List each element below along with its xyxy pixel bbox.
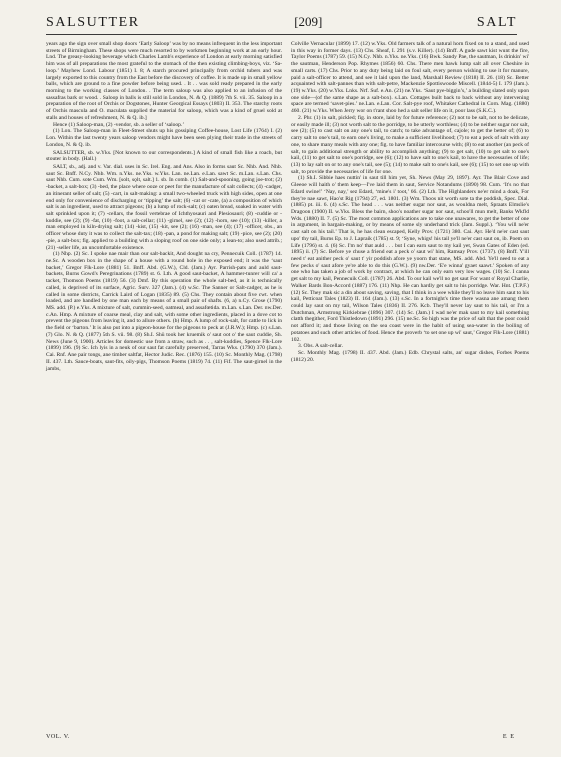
left-column [46,41,282,372]
signature-mark: E E [502,733,515,740]
header-right-word: SALT [476,15,517,30]
right-paragraph: 3. Obs. A salt-cellar. [298,343,343,350]
left-paragraph: (1) Nhp. (2) Sc. I spoke nae mair than our salt-backit, And dought na cry, Pennecuik Coll. (1787) 14. ne.Sc. A wooden box in the shape of a house with a round hole in the exposed end; it was the ‘saut backet,’ Gregor Flk-Lore (1881) 51. Bnff. Abd. (G.W.), Cld. (Jam.) Ayr. Parrish-pats and auld saut-backets, Burns Gowd's Peregrinations (1789) st. 6. Lth. A good saut-backet, A hammer-tunrer will ca' a tacket, Thomson Poems (1819) 56. (3) Dmf. By this operation the whole salt-bed, as it is technically called, is deprived of its surface, Agric. Surv. 327 (Jam.). (4) w.Sc. The Sanner or Salt-cadger, as he is called in some districts, Carrick Laird of Logan (1835) 89. (5) Chs. They contain about five cwt. when loaded, and are handled by one man each by means of a small pair of shafts. (6, a) n.Cy. Grose (1790) MS. add. (P.) e.Yks. A mixture of salt, cummin-seed, oatmeal, and assafœtida. m.Lan. s.Lan. Der. nw.Der. c.An. Hmp. A mixture of coarse meal, clay and salt, with some other ingredients, placed in a dove cot to prevent the pigeons from leaving it, and to allure others. (b) Hmp. A lump of rock-salt, for cattle to lick in the field or ‘barton.’ It is also put into a pigeon-house for the pigeons to peck at (J.R.W.); Hmp. (c) s.Lan. (7) Glo. N. & Q. (1877) 5th S. vii. 98. (8) Sh.I. Shü took her kruemik o' saut oot o' the saut cuddie, Sh. News (June 9, 1900). Articles for domestic use from a straw, such as . . , salt-kuddies, Spence Flk-Lore (1899) 196. (9) Sc. Ich lyis in a neuk of our saut fat carefully preserved, Tarras Wks. (1790) 370 (Jam.). Cai. Rnf. Ane pair tongs, ane timber saltfat, Hector Judic. Rec. (1876) 155. (10) Sc. Monthly Mag. (1798) II. 437. Lth. Sauce-boats, saut-fits, oily-pigs, Thomson Poems (1819) 74. (11) Fif. The saut-girnel in the jambs, [46,251,282,372]
right-paragraph: Colville Vernacular (1899) 17. (12) w.Yks. Old farmers talk of a natural horn fixed on to a stand, and used in this way in former days. (13) Chs. Sheaf, I. 291 (s.v. Killer). (14) Bnff. A gude sawt kist wunt the fire, Taylor Poems (1787) 59. (15) N.Cy. Nhb. n.Yks. ne.Yks. (16) Bwk. Sandy Pae, the sautman, Is drinkin' wi' the sautman, Henderson Pop. Rhymes (1856) 60. Chs. There men hawk lump salt all over Cheshire in small carts. (17) Chs. Prior to any duty being laid on foul salt, every person wishing to use it for manure, paid a salt-officer to attend, and see it laid upon the land, Marshall Review (1818) II. 26. (18) Sc. Better acquainted with salt-pannes than with salt-petre, Mackenzie Spottiswoode Miscell. (1844-5) I. 179 (Jam.). (19) w.Yks. (20) w.Yks. Lnks. Nrf. Suf. e.An. (21) ne.Yks. ‘Saut pye-biggin’s,’ a building slated only upon one side—(of the same shape as a salt-box). s.Lan. Cottages built back to back without any intervening space are termed ‘savet-pies.’ ne.Lan. e.Lan. Cor. Salt-pye roof, Whitaker Cathedral in Corn. Mag. (1880) 460. (21) w.Yks. When Jerry wor on t'rant shoo hed a salt seller life on it, poor lass (S.K.C.). [291,41,529,115]
right-paragraph: (1) Sh.I. Sibbie haes nuttin' in saut till him yet, Sh. News (May 29, 1897). Ayr. The Blair Cove and Gleeoe will haith o' them keep—I've laid them in saut, Service Notandums (1890) 98. Cum. ‘It's no that Edard swine!’ ‘Nay, nay,’ sez Edard, ‘mine's i' toot,’ 66. (2) Lth. The Highlanders ne'er mind a doak, For they're nae sawt, Hao'st Rig (1794) 27, ed. 1801. (3) Wm. Thoos nit worth sote ta the poddish, Spec. Dial. (1885) pt. iii. 6. (4) s.Sc. The head . . . was neither sugar nor saut, as wouldna melt, Spraats Elmslie's Dragoon (1900) II. w.Yks. Bless the bairn, shoo's noather sugar nor saut, schoo'll mun melt, Banks Wkfld Wds. (1880) II. 7. (5) Sc. The most common applications are to take one unawares, to get the better of one in argument, in bargain-making, or by means of some sly underhand trick (Jam. Suppl.). ‘You will ne'er cast salt on his tail.’ That is, he has clean escaped, Kelly Prov. (1721) 380. Cai. Ayr. He'd ne'er cast saut upo' thy tail, Burns Ep. to J. Lapraik (1785) st. 9; ‘Syne, whigs! his tail ye'll ne'er cast saut on, ib. Poem on Life (1796) st. 4. (6) Sc. I'm no' that auld . . . but I can earn saut to my kail yet, Swan Gates of Eden (ed. 1895) ii. (7) Sc. Before ye chuse a friend eat a peck o' saut wi' him, Ramsay Prov. (1737). (8) Bnff. Y'ill need t' eat anither peck o' saut t' yir poddish afore ye yoorn that stane, MS. add. Abd. Ye'll need to eat a few pecks o' saut afore ye're able to do this (G.W.). (9) nw.Der. ‘E'e winna' gyaet saawt.’ Spoken of any one who has taken a job of work by contract, at which he can only earn very low wages. (10) Sc. I canna get salt to my kail, Pennecuik Coll. (1787) 26. Abd. To our kail we'll no get saut For want o' Royal Charlie, Walker Bards Bon-Accord (1887) 176. (11) Nhp. He can hardly get salt to his porridge. War. Hnt. (T.P.F.) (12) Sc. They mak sic a din about saving, saving, that I think in a wee while they'll no leave him saut to his kail, Petticoat Tales (1823) II. 164 (Jam.). (13) s.Sc. In a fortnight's time there wasna ane amang them could lay saut on my tail, Wilson Tales (1836) II. 276. Kcb. They'll never lay saut to his tail, or I'm a Dutchman, Armstrong Kirkiebrae (1896) 307. (14) Sc. (Jam.) I wad ne'er mak saut to my kail something clatth thegither, Ford Thistledown (1891) 296. (15) ne.Sc. So high was the price of salt that the poor could not afford it; and those living on the sea coast were in the habit of using sea-water in the boiling of potatoes and such other articles of food. Hence the proverb ‘to set one up wi' saut,’ Gregor Flk-Lore (1881) 102. [291,175,529,343]
entry-salsutter: SALSUTTER, sb. w.Yks. [Not known to our correspondents.] A kind of small fish like a roach, but stouter in body. (Hall.) [46,149,282,163]
left-paragraph: (1) Lon. The Saloop-man in Fleet-Street shuts up his gossiping Coffee-house, Lost Life (1764) I. (2) Lon. Within the last twenty years saloop vendors might have been seen plying their trade in the streets of London, N. & Q. ib. [46,128,282,148]
header-rule [46,34,517,35]
entry-salt: SALT, sb., adj. and v. Var. dial. uses in Sc. Irel. Eng. and Ans. Also in forms saut Sc. Nhb. And. Nhb. saut Sc. Bnff. N.Cy. Nhb. Wm. n.Yks. ne.Yks. w.Yks. Lan. ne.Lan. e.Lan. sawt Sc. m.Lan. s.Lan. Chs. saut Nhb. Cum. sote Cum. Wm. [solt, sǫlt, salt.] 1. sb. In comb. (1) Salt-and-spooning, going joe-trot; (2) -backet, a salt-box; (3) -bed, the place where ooze or peet for the manufacture of salt collects; (4) -cadger, an itinerant seller of salt; (5) -cart, in salt-making: a small two-wheeled truck with high sides, open at one end only for convenience of discharging or ‘tipping’ the salt; (6) -cat or -cate, (a) a composition of which salt is an ingredient, used to attract pigeons; (b) a lump of rock-salt; (c) oaten bread, soaked in water with salt sprinkled upon it; (7) -cellars, the fossil vertebrae of Ichthyosauri and Plesiosauri; (8) -cuddie or -kuddie, see (2); (9) -fat, (10) -foot, a salt-cellar; (11) -girnel, see (2); (12) -horn, see (10); (13) -killer, a man employed in kiln-drying salt; (14) -kist, (15) -kit, see (2); (16) -man, see (4); (17) -officer, obs., an officer whose duty it was to collect the salt-tax; (18) -pan, a pond for making salt; (19) -pice, see (2); (20) -pie, a salt-box; fig. applied to a building with a sloping roof on one side only; a lean-to; also used attrib.; (21) -seller life, an uncomfortable existence. [46,163,282,251]
volume-label: VOL. V. [46,733,70,740]
right-paragraph: Sc. Monthly Mag. (1798) II. 437. Abd. (Jam.) Edb. Chrystal salts, an' sugar dishes, Forbes Poems (1812) 20. [291,350,529,363]
right-paragraph: 2. Phr. (1) in salt, pickled; fig. in store, laid by for future reference; (2) not to be salt, not to be delicate, or easily made ill; (3) not worth salt to the porridge, to be utterly worthless; (4) to be neither sugar nor salt, see (2); (5) to cast salt on any one's tail, to catch; to take advantage of, cajole; to get the better of; (6) to carry salt to one's tail, to earn one's living, to make a sufficient livelihood; (7) to eat a peck of salt with any one, to share many meals with any one; fig. to have familiar intercourse with; (8) to eat another (an peck of salt, to gain additional strength or ability to accomplish anything; (9) to get salt, (10) to get salt to one's kail, (11) to get salt to one's porridge, see (6); (12) to have salt to one's kail, to have the necessaries of life; (13) to lay salt on or to any one's tail, see (5); (14) to make salt to one's kail, see (6); (15) to set one up with salt, to provide the necessaries of life for one. [291,114,529,175]
running-head [46,14,517,34]
left-paragraph: Hence (1) Saloop-man, (2) -vendor, sb. a seller of ‘saloop.’ [53,121,185,128]
header-left-word: SALSUTTER [46,15,140,30]
left-paragraph: years ago the sign over small shop doors ‘Early Saloop’ was by no means infrequent in the less important streets of Birmingham. These shops were much resorted to by workmen beginning work at an early hour. Lnd. The greasy-looking beverage which Charles Lamb's experience of London at early morning satisfied him was of all preparations the most grateful to the stomach of the then existing climbing-boys, viz. ‘Sa-loop.’ Mayhew Lond. Labour (1851) I. 8; A starch procured principally from orchid tubers and was largely exported to this country from the East before the discovery of coffee. It is made up in small yellow balls, which are ground to a fine powder before being used. . It . . was sold ready prepared in the early morning to the working classes of London. . The term saloup was also applied to an infusion of the sassafras bark or wood. . Saloop in balls is still sold in London, N. & Q. (1889) 7th S. vii. 35. Saloop in a preparation of the root of Orchis or Dogstones, Hunter Georgical Essays (1803) II. 353. The starchy roots of Orchis mascula and O. maculata supplied the material for saloop, which was a kind of gruel sold at stalls and houses of refreshment, N. & Q. ib.] [46,41,282,121]
right-column [291,41,529,364]
page-number: [209] [294,14,323,29]
